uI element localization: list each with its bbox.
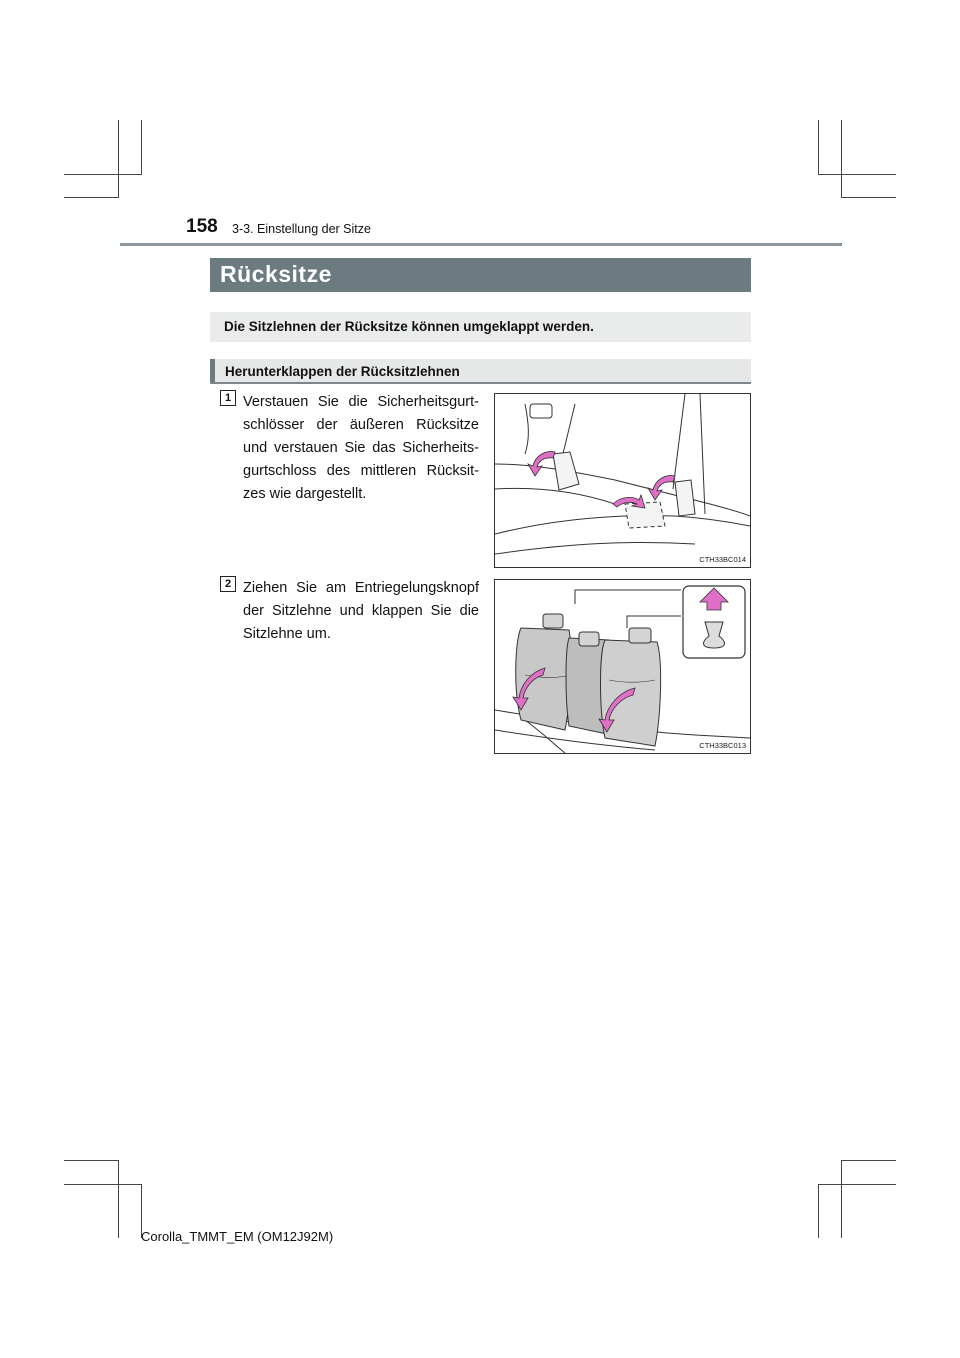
section-label: 3-3. Einstellung der Sitze [232,222,371,236]
crop-mark [818,1184,896,1185]
crop-mark [118,120,119,198]
crop-mark [64,1160,119,1161]
crop-mark [818,1184,819,1238]
step-number-2: 2 [220,576,236,592]
subsection-title: Herunterklappen der Rücksitzlehnen [225,364,460,379]
subsection-accent [210,359,215,382]
crop-mark [118,1160,119,1238]
page-number: 158 [186,216,218,237]
crop-mark [818,120,819,174]
title-bar [210,258,751,292]
crop-mark [64,174,142,175]
step-text-1: Verstauen Sie die Sicherheitsgurt-schlösser der äußeren Rücksitze und verstauen Sie das Sicherheits-gurtschloss des mittleren Rücksit-zes wie dargestellt. [243,394,479,502]
crop-mark [64,197,119,198]
header-rule [120,243,842,246]
crop-mark [841,120,842,198]
subsection-header [210,359,751,384]
step-number-1: 1 [220,390,236,406]
step-text-2: Ziehen Sie am Entriegelungsknopf der Sitzlehne und klappen Sie die Sitzlehne um. [243,580,479,642]
intro-text: Die Sitzlehnen der Rücksitze können umgeklappt werden. [224,319,594,334]
footer-document-id: Corolla_TMMT_EM (OM12J92M) [141,1229,334,1244]
crop-mark [141,120,142,174]
crop-mark [64,1184,142,1185]
intro-box [210,312,751,342]
figure-seatback-fold [494,579,751,754]
page-title: Rücksitze [220,261,332,287]
figure-code: CTH33BC014 [699,555,746,564]
figure-buckle-stowage [494,393,751,568]
crop-mark [841,1160,842,1238]
crop-mark [841,197,896,198]
seat-buckle-illustration [495,394,750,567]
crop-mark [841,1160,896,1161]
figure-code: CTH33BC013 [699,741,746,750]
crop-mark [818,174,896,175]
seatback-fold-illustration [495,580,750,753]
